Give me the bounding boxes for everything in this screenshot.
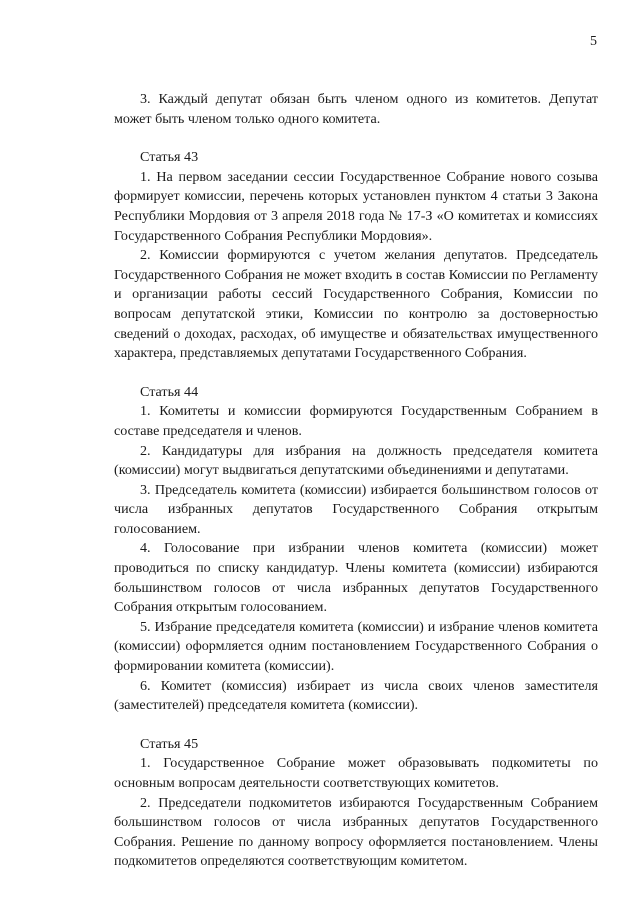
section-gap <box>114 364 598 383</box>
paragraph: 2. Кандидатуры для избрания на должность председателя комитета (комиссии) могут выдвигаться депутатскими объединениями и депутатами. <box>114 442 598 479</box>
paragraph: 3. Председатель комитета (комиссии) избирается большинством голосов от числа избранных депутатов Государственного Собрания открытым голосованием. <box>114 481 598 537</box>
section-gap <box>114 716 598 735</box>
paragraph: 1. Комитеты и комиссии формируются Государственным Собранием в составе председателя и членов. <box>114 403 598 439</box>
document-body <box>114 90 598 872</box>
paragraph: 3. Каждый депутат обязан быть членом одного из комитетов. Депутат может быть членом только одного комитета. <box>114 91 598 127</box>
section-gap <box>114 129 598 148</box>
paragraph: 2. Председатели подкомитетов избираются Государственным Собранием большинством голосов от числа избранных депутатов Государственного Собрания. Решение по данному вопросу оформляется постановлением. Члены подкомитетов определяются соответствующим комитетом. <box>114 794 598 870</box>
paragraph: 2. Комиссии формируются с учетом желания депутатов. Председатель Государственного Собрания не может входить в состав Комиссии по Регламенту и организации работы сессий Государственного Собрания, Комиссии по вопросам депутатской этики, Комиссии по контролю за достоверностью сведений о доходах, расходах, об имуществе и обязательствах имущественного характера, представляемых депутатами Государственного Собрания. <box>114 247 598 362</box>
paragraph: 1. На первом заседании сессии Государственное Собрание нового созыва формирует комиссии, перечень которых установлен пунктом 4 статьи 3 Закона Республики Мордовия от 3 апреля 2018 года № 17-З «О комитетах и комиссиях Государственного Собрания Республики Мордовия». <box>114 168 598 244</box>
paragraph: 5. Избрание председателя комитета (комиссии) и избрание членов комитета (комиссии) оформляется одним постановлением Государственного Собрания о формировании комитета (комиссии). <box>114 618 598 675</box>
paragraph: 4. Голосование при избрании членов комитета (комиссии) может проводиться по списку кандидатур. Члены комитета (комиссии) избираются большинством голосов от числа избранных депутатов Государственного Собрания открытым голосованием. <box>114 540 598 616</box>
page-number: 5 <box>590 34 597 49</box>
article-heading: Статья 45 <box>140 735 199 752</box>
paragraph: 6. Комитет (комиссия) избирает из числа своих членов заместителя (заместителей) председателя комитета (комиссии). <box>114 677 598 714</box>
article-heading: Статья 43 <box>140 149 199 166</box>
paragraph: 1. Государственное Собрание может образовывать подкомитеты по основным вопросам деятельности соответствующих комитетов. <box>114 755 598 791</box>
article-heading: Статья 44 <box>140 383 199 400</box>
